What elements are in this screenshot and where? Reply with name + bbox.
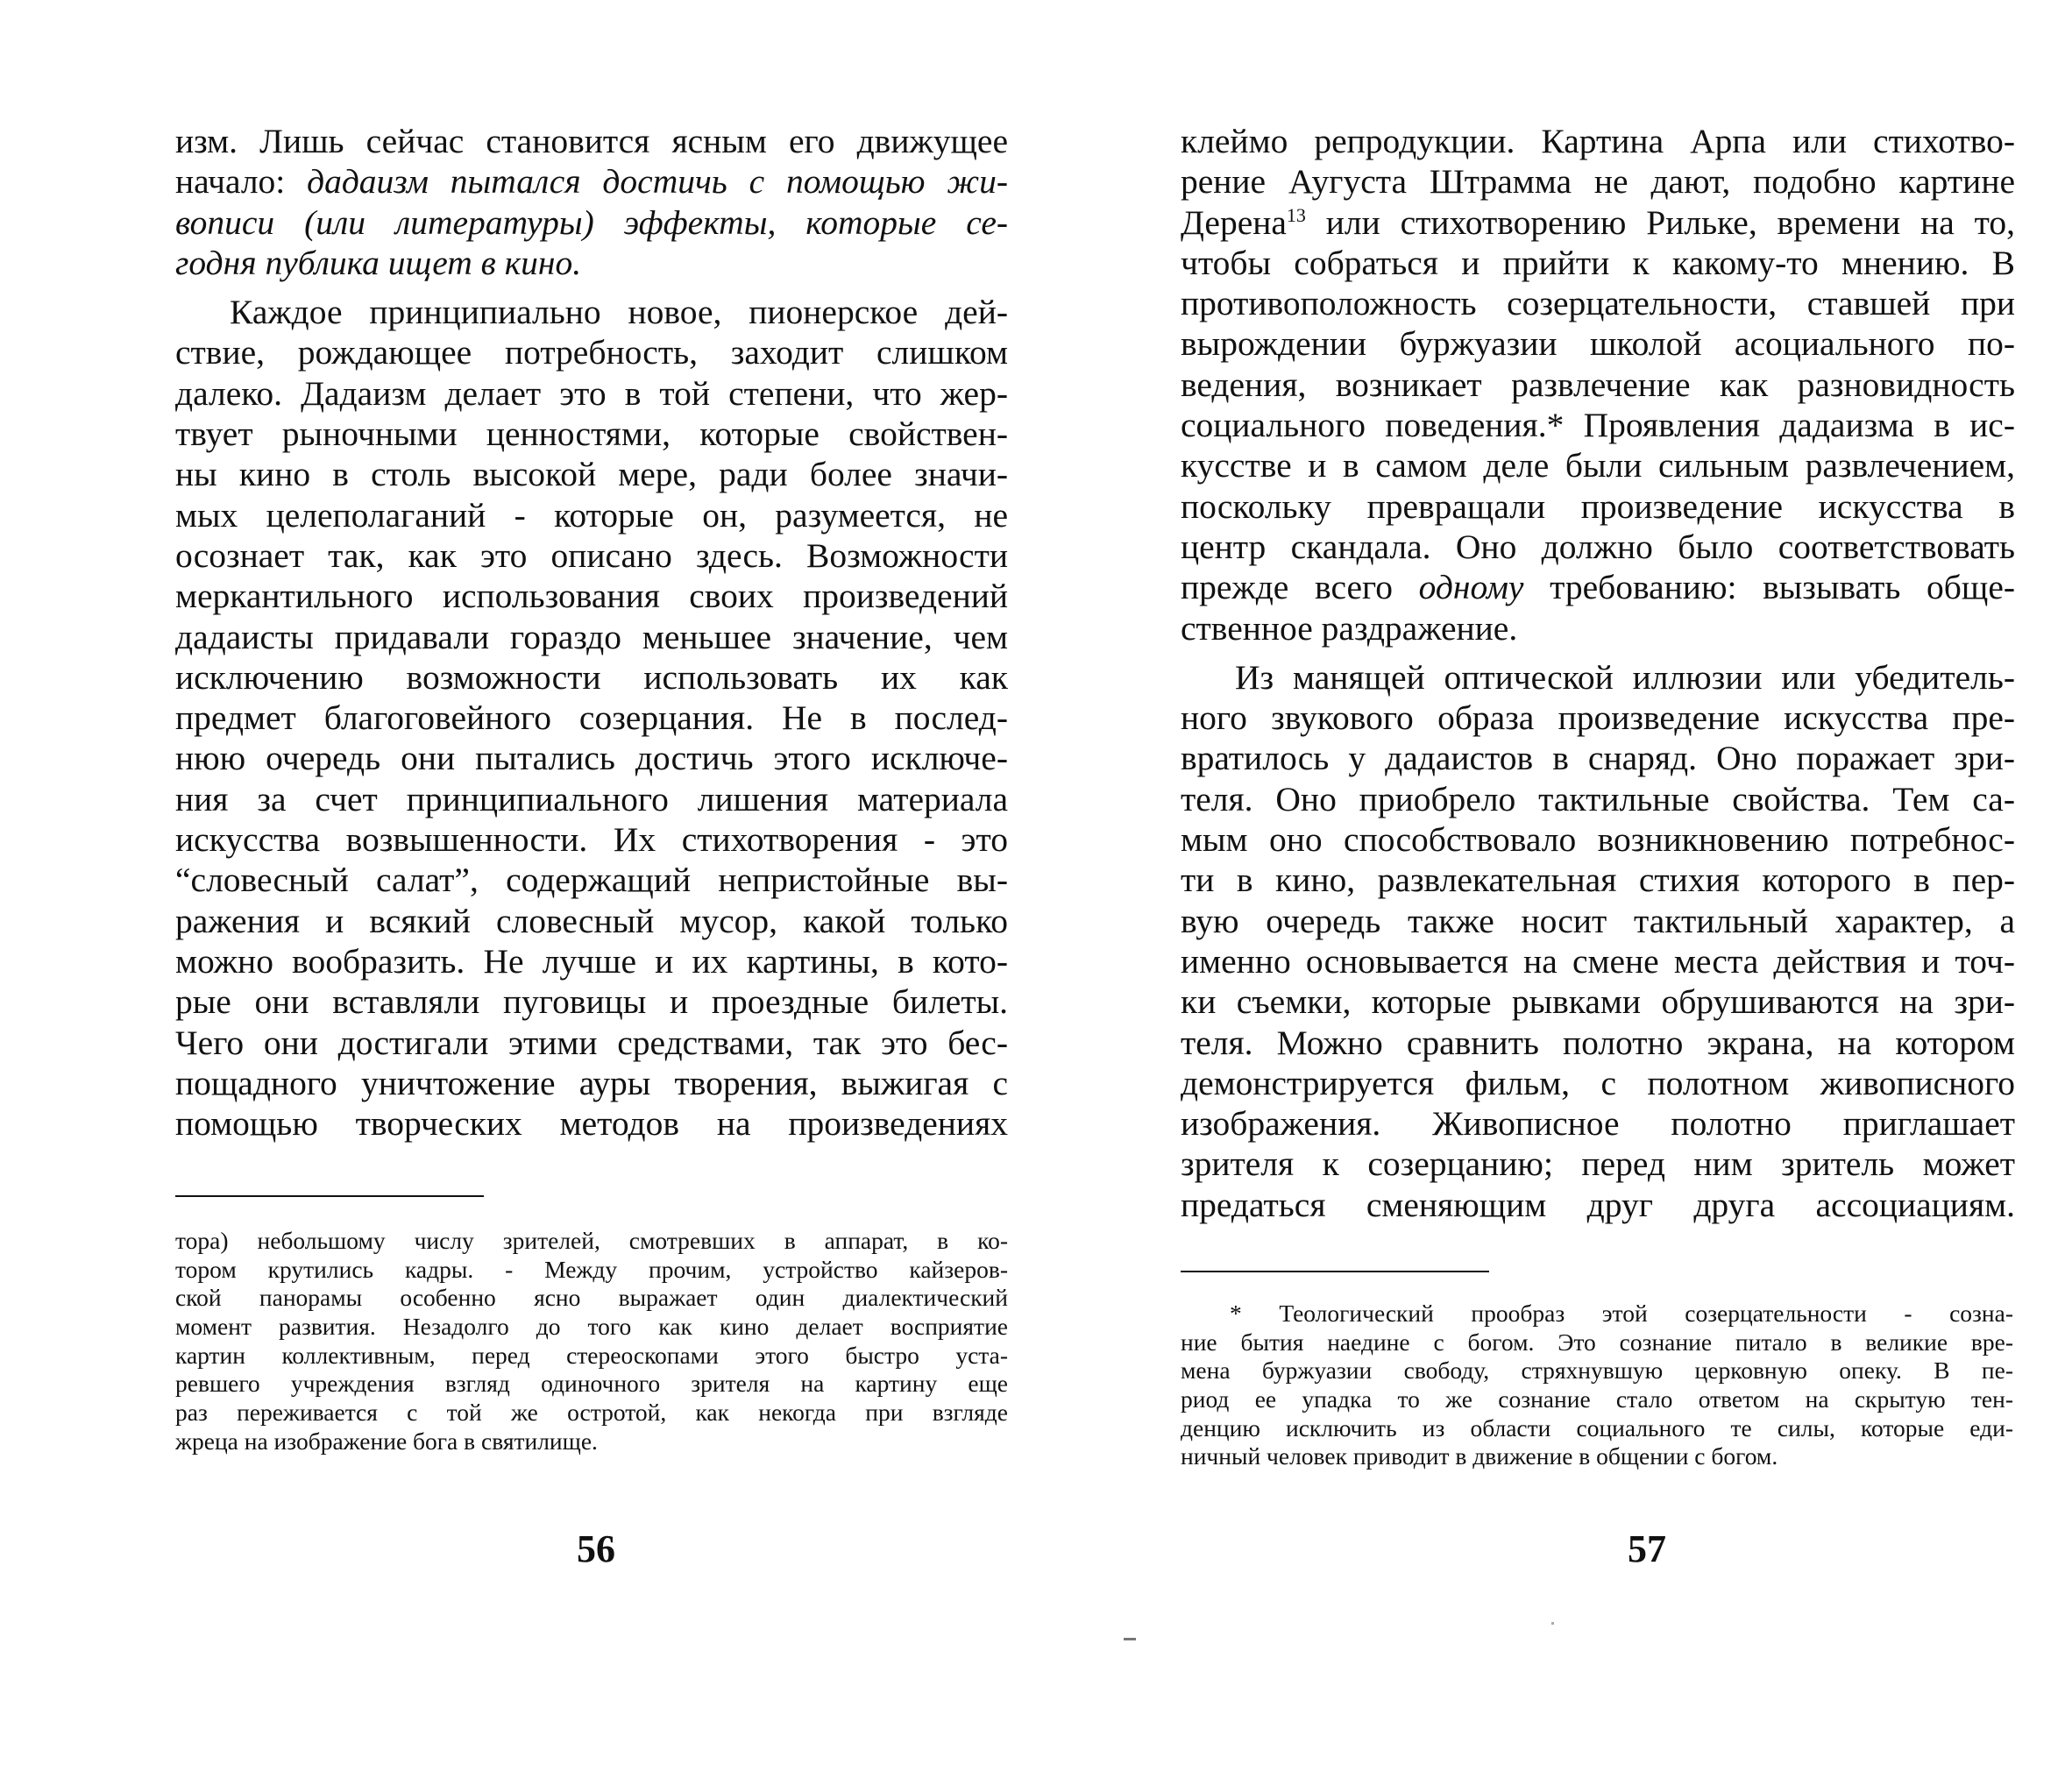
text-line: ки съемки, которые рывками обрушиваются на зри-	[1181, 982, 2015, 1022]
left-footnote-rule	[175, 1195, 484, 1197]
text-line: вратилось у дадаистов в снаряд. Оно поражает зри-	[1181, 739, 2015, 778]
right-page-number: 57	[1628, 1527, 1666, 1570]
text-line: центр скандала. Оно должно было соответствовать	[1181, 527, 2015, 566]
text-line: предмет благоговейного созерцания. Не в послед-	[175, 698, 1008, 738]
text-line: мым оно способствовало возникновению потребнос-	[1181, 820, 2015, 860]
text-line: помощью творческих методов на произведениях	[175, 1104, 1008, 1144]
text-line: можно вообразить. Не лучше и их картины, в кото-	[175, 941, 1008, 981]
text-line	[175, 161, 1008, 202]
text-line: изм. Лишь сейчас становится ясным его движущее	[175, 122, 1008, 160]
text-line: денцию исключить из области социального те силы, которые еди-	[1181, 1413, 2013, 1442]
text-line: ственное раздражение.	[1181, 608, 1518, 648]
text-line: изображения. Живописное полотно приглашает	[1181, 1104, 2015, 1144]
left-body-text	[175, 121, 1008, 1144]
text-run: дадаизм пытался достичь с помощью жи-	[307, 162, 1008, 202]
text-line: нюю очередь они пытались достичь этого исключе-	[175, 739, 1008, 778]
text-run: одному	[1418, 568, 1524, 607]
left-page-number: 56	[577, 1527, 615, 1570]
text-line: ражения и всякий словесный мусор, какой только	[175, 901, 1008, 940]
text-line: ния за счет принципиального лишения материала	[175, 779, 1008, 818]
text-line: тора) небольшому числу зрителей, смотревших в аппарат, в ко-	[175, 1227, 1008, 1254]
right-footnote-rule	[1181, 1271, 1489, 1272]
text-line: ного звукового образа произведение искусства пре-	[1181, 698, 2015, 738]
right-body-text	[1181, 121, 2015, 1225]
text-line	[175, 243, 1008, 283]
text-line: риод ее упадка то же сознание стало ответом на скрытую тен-	[1181, 1385, 2013, 1413]
text-line: демонстрируется фильм, с полотном живописного	[1181, 1063, 2015, 1102]
text-run: годня публика ищет в кино.	[175, 243, 582, 282]
text-line: рение Аугуста Штрамма не дают, подобно картине	[1181, 162, 2015, 202]
left-footnote	[175, 1227, 1008, 1456]
text-line: Из манящей оптической иллюзии или убедитель-	[1235, 657, 2015, 697]
text-line: именно основывается на смене места действия и точ-	[1181, 941, 2015, 981]
text-line: поскольку превращали произведение искусства в	[1181, 486, 2015, 526]
text-line: ской панорамы особенно ясно выражает один диалектический	[175, 1284, 1008, 1312]
text-line: искусства возвышенности. Их стихотворения - это	[175, 820, 1008, 860]
text-run: требованию: вызывать обще-	[1523, 568, 2015, 607]
text-line: момент развития. Незадолго до того как кино делает восприятие	[175, 1313, 1008, 1341]
text-run: начало:	[175, 162, 308, 202]
paragraph-gap	[175, 283, 1008, 292]
text-run: Дерена	[1181, 202, 1287, 242]
text-line: чтобы собраться и прийти к какому-то мнению. В	[1181, 243, 2015, 282]
text-line: теля. Оно приобрело тактильные свойства. Тем са-	[1181, 779, 2015, 818]
text-line: осознает так, как это описано здесь. Возможности	[175, 535, 1008, 575]
text-line: раз переживается с той же остротой, как некогда при взгляде	[175, 1399, 1008, 1427]
paragraph-gap	[1181, 648, 2015, 657]
right-footnote	[1181, 1300, 2013, 1471]
text-line: кусстве и в самом деле были сильным развлечением,	[1181, 446, 2015, 485]
text-line: жреца на изображение бога в святилище.	[175, 1427, 598, 1455]
text-line: далеко. Дадаизм делает это в той степени, что жер-	[175, 373, 1008, 413]
text-line: тором крутились кадры. - Между прочим, устройство кайзеров-	[175, 1255, 1008, 1283]
scan-artifact	[1124, 1638, 1136, 1640]
text-line: клеймо репродукции. Картина Арпа или стихотво-	[1181, 122, 2015, 160]
text-line: ние бытия наедине с богом. Это сознание питало в великие вре-	[1181, 1328, 2013, 1356]
text-line: противоположность созерцательности, ставшей при	[1181, 284, 2015, 323]
text-line: мых целеполаганий - которые он, разумеется, не	[175, 495, 1008, 535]
text-line: Каждое принципиально новое, пионерское дей-	[230, 293, 1008, 332]
text-line: зрителя к созерцанию; перед ним зритель может	[1181, 1144, 2015, 1184]
text-line: картин коллективным, перед стереоскопами этого быстро уста-	[175, 1341, 1008, 1369]
text-run: или стихотворению Рильке, времени на то,	[1305, 202, 2015, 242]
text-line: Чего они достигали этими средствами, так это бес-	[175, 1023, 1008, 1062]
text-run: прежде всего	[1181, 568, 1419, 607]
text-line: вую очередь также носит тактильный характер, а	[1181, 901, 2015, 940]
right-page	[1036, 0, 2072, 1771]
text-line: социального поведения.* Проявления дадаизма в ис-	[1181, 406, 2015, 445]
text-line	[1181, 567, 2015, 607]
text-line: предаться сменяющим друг друга ассоциациям.	[1181, 1185, 2015, 1224]
text-line: ведения, возникает развлечение как разновидность	[1181, 365, 2015, 404]
text-line: теля. Можно сравнить полотно экрана, на котором	[1181, 1023, 2015, 1062]
scan-artifact	[1551, 1622, 1554, 1625]
text-line	[175, 202, 1008, 243]
text-line: меркантильного использования своих произведений	[175, 577, 1008, 616]
text-line: ревшего учреждения взгляд одиночного зрителя на картину еще	[175, 1370, 1008, 1398]
text-line: исключению возможности использовать их как	[175, 657, 1008, 697]
text-line: твует рыночными ценностями, которые свойствен-	[175, 414, 1008, 454]
text-line: мена буржуазии свободу, стряхнувшую церковную опеку. В пе-	[1181, 1357, 2013, 1385]
text-line	[1181, 202, 2015, 243]
footnote-marker: 13	[1286, 203, 1306, 226]
text-line: вырождении буржуазии школой асоциального по-	[1181, 324, 2015, 364]
text-line: ти в кино, развлекательная стихия которого в пер-	[1181, 861, 2015, 900]
text-line: * Теологический прообраз этой созерцательности - созна-	[1230, 1300, 2013, 1327]
text-line: пощадного уничтожение ауры творения, выжигая с	[175, 1063, 1008, 1102]
text-line: ничный человек приводит в движение в общении с богом.	[1181, 1442, 1778, 1470]
text-line: ствие, рождающее потребность, заходит слишком	[175, 333, 1008, 372]
text-run: вописи (или литературы) эффекты, которые се-	[175, 202, 1008, 242]
text-line: ны кино в столь высокой мере, ради более значи-	[175, 455, 1008, 494]
text-line: дадаисты придавали гораздо меньшее значение, чем	[175, 617, 1008, 656]
text-line: “словесный салат”, содержащий непристойные вы-	[175, 861, 1008, 900]
text-line: рые они вставляли пуговицы и проездные билеты.	[175, 982, 1008, 1022]
